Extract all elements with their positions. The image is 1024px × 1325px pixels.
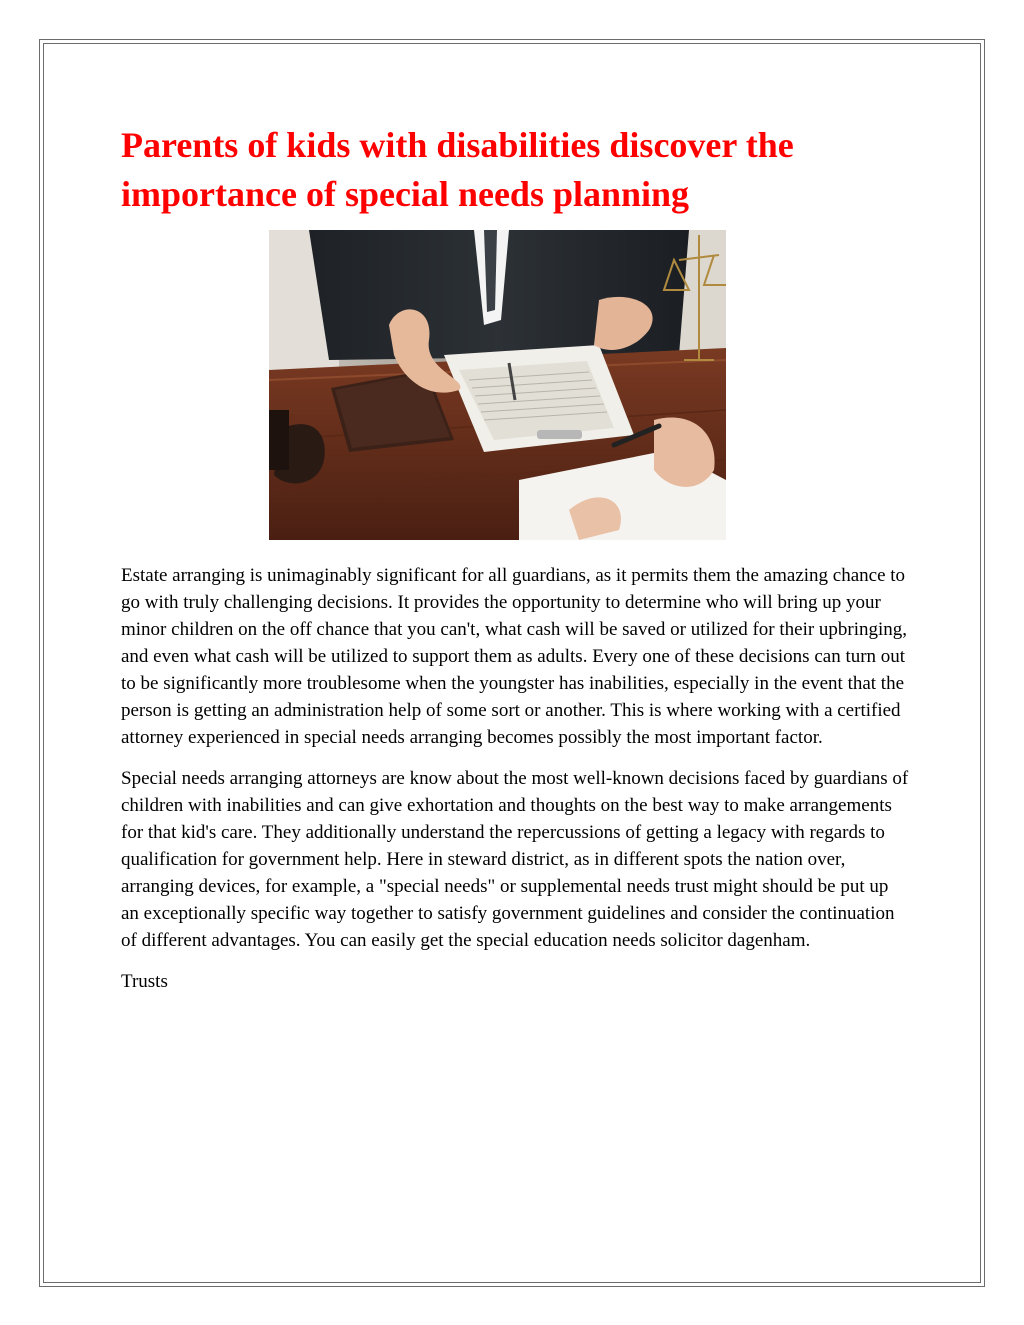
article-body [121,562,911,1009]
paragraph-3: Trusts [121,971,168,992]
paragraph-1: Estate arranging is unimaginably significant for all guardians, as it permits them the amazing chance to go with truly challenging decisions. It provides the opportunity to determine who will bring up your minor children on the off chance that you can't, what cash will be saved or utilized for their upbringing, and even what cash will be utilized to support them as adults. Every one of these decisions can turn out to be significantly more troublesome when the youngster has inabilities, especially in the event that the person is getting an administration help of some sort or another. This is where working with a certified attorney experienced in special needs arranging becomes possibly the most important factor. [121,565,908,748]
paragraph-2: Special needs arranging attorneys are know about the most well-known decisions faced by guardians of children with inabilities and can give exhortation and thoughts on the best way to make arrangements for that kid's care. They additionally understand the repercussions of getting a legacy with regards to qualification for government help. Here in steward district, as in different spots the nation over, arranging devices, for example, a "special needs" or supplemental needs trust might should be put up an exceptionally specific way together to satisfy government guidelines and consider the continuation of different advantages. You can easily get the special education needs solicitor dagenham. [121,768,909,951]
article-photo [269,230,726,540]
article-title: Parents of kids with disabilities discover the importance of special needs planning [121,125,794,214]
article-header [121,121,911,219]
